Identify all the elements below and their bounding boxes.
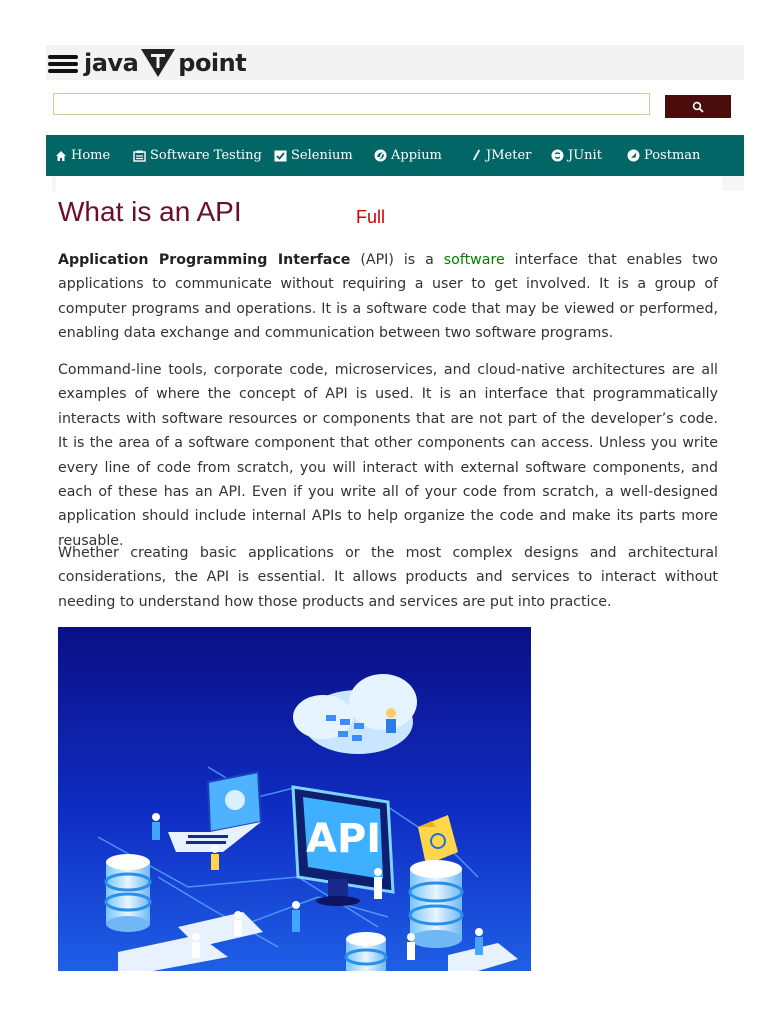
api-term: Application Programming Interface bbox=[58, 252, 351, 268]
nav-item-software-testing[interactable] bbox=[133, 135, 262, 176]
selenium-icon bbox=[274, 149, 287, 162]
hamburger-menu-icon[interactable] bbox=[48, 55, 78, 73]
nav-item-selenium[interactable] bbox=[274, 135, 353, 176]
appium-icon bbox=[374, 149, 387, 162]
nav-item-appium[interactable] bbox=[374, 135, 442, 176]
search-icon bbox=[692, 101, 704, 113]
full-link[interactable]: Full bbox=[356, 207, 386, 227]
junit-icon bbox=[551, 149, 564, 162]
postman-icon bbox=[627, 149, 640, 162]
top-navigation bbox=[46, 135, 744, 176]
intro-text: (API) is a bbox=[350, 252, 444, 268]
nav-item-label: JMeter bbox=[486, 148, 532, 163]
search-input[interactable] bbox=[53, 93, 650, 115]
nav-item-home[interactable] bbox=[54, 135, 110, 176]
nav-item-label: Software Testing bbox=[150, 148, 262, 163]
illustration-api-text: API bbox=[306, 816, 382, 862]
javatpoint-logo[interactable] bbox=[84, 45, 246, 80]
intro-paragraph bbox=[58, 248, 718, 346]
logo-t-icon bbox=[140, 47, 176, 79]
search-button[interactable] bbox=[665, 95, 731, 118]
nav-item-junit[interactable] bbox=[551, 135, 602, 176]
software-link[interactable]: software bbox=[443, 252, 505, 268]
jmeter-icon bbox=[469, 149, 482, 162]
nav-item-label: Postman bbox=[644, 148, 701, 163]
api-illustration bbox=[58, 627, 531, 971]
logo-text-java: java bbox=[84, 48, 139, 77]
content-top-strip bbox=[52, 176, 744, 191]
nav-item-label: Home bbox=[71, 148, 111, 163]
nav-item-label: Appium bbox=[391, 148, 442, 163]
intro-text: interface that enables two applications to communicate without requiring a user to get involved. It is a group of computer programs and operations. It is a software code that may be viewed or performed, enabling data exchange and communication between two software programs. bbox=[58, 252, 718, 342]
page-title: What is an API bbox=[58, 196, 242, 227]
nav-item-label: JUnit bbox=[568, 148, 602, 163]
site-header bbox=[46, 45, 744, 80]
nav-item-jmeter[interactable] bbox=[469, 135, 531, 176]
nav-item-label: Selenium bbox=[291, 148, 353, 163]
nav-item-postman[interactable] bbox=[627, 135, 700, 176]
testing-icon bbox=[133, 149, 146, 162]
importance-paragraph: Whether creating basic applications or the most complex designs and architectural considerations, the API is essential. It allows products and services to interact without needing to understand how those products and services are put into practice. bbox=[58, 545, 718, 610]
usage-paragraph: Command-line tools, corporate code, microservices, and cloud-native architectures are all examples of where the concept of API is used. It is an interface that programmatically interacts with software resources or components that are not part of the developer’s code. It is the area of a software component that other components can access. Unless you write every line of code from scratch, you will interact with external software components, and each of these has an API. Even if you write all of your code from scratch, a well-designed application should include internal APIs to help organize the code and make its parts more reusable. bbox=[58, 362, 718, 549]
logo-text-point: point bbox=[178, 48, 247, 77]
home-icon bbox=[54, 149, 67, 162]
